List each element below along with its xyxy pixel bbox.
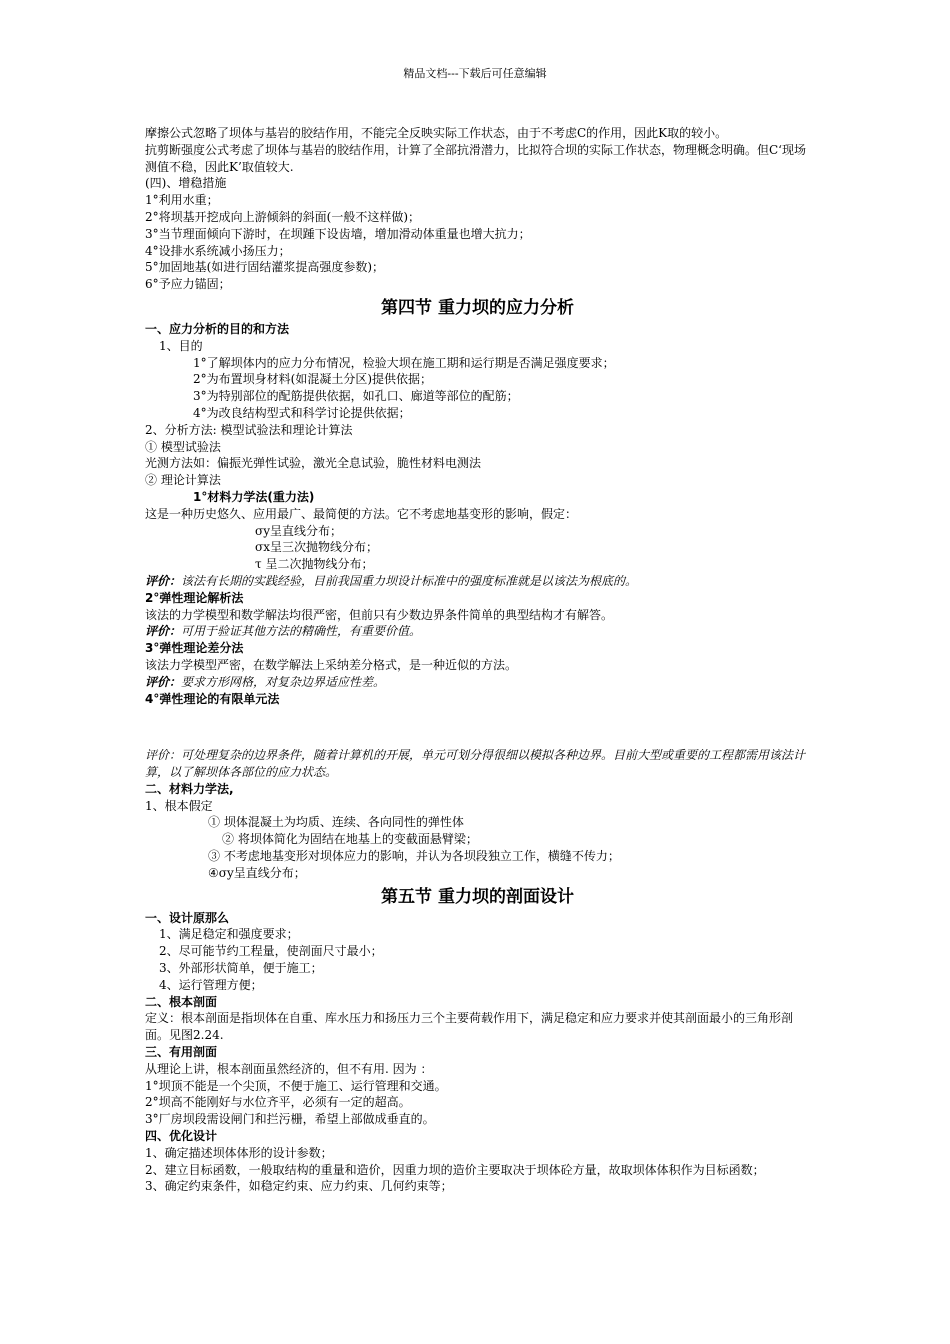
- paragraph-line: 3、外部形状简单，便于施工；: [159, 961, 323, 976]
- paragraph-line: 5°加固地基(如进行固结灌浆提高强度参数)；: [145, 260, 384, 275]
- paragraph-line: 光测方法如：偏振光弹性试验，激光全息试验，脆性材料电测法: [145, 456, 482, 471]
- paragraph-line: 1°了解坝体内的应力分布情况，检验大坝在施工期和运行期是否满足强度要求；: [193, 355, 615, 370]
- paragraph-line: ④σy呈直线分布；: [208, 865, 306, 880]
- paragraph-line: 定义：根本剖面是指坝体在自重、库水压力和扬压力三个主要荷载作用下，满足稳定和应力要求并使其剖面最小的三角形剖面。见图2.24.: [145, 1011, 794, 1043]
- paragraph-line: 摩擦公式忽略了坝体与基岩的胶结作用，不能完全反映实际工作状态，由于不考虑C的作用，因此K取的较小。: [145, 126, 728, 140]
- paragraph-line: ② 将坝体简化为固结在地基上的变截面悬臂梁；: [222, 832, 478, 847]
- paragraph-line: 1、满足稳定和强度要求；: [159, 927, 299, 942]
- paragraph-line: 4°设排水系统减小扬压力；: [145, 243, 291, 258]
- paragraph-line: 3°为特别部位的配筋提供依据，如孔口、廊道等部位的配筋；: [193, 389, 519, 404]
- paragraph-line: 3、确定约束条件，如稳定约束、应力约束、几何约束等；: [145, 1179, 453, 1194]
- subheading: 二、材料力学法,: [145, 781, 234, 796]
- page-header: 精品文档---下载后可任意编辑: [403, 67, 547, 80]
- paragraph-line: ② 理论计算法: [145, 473, 221, 488]
- paragraph-line: 2、建立目标函数，一般取结构的重量和造价，因重力坝的造价主要取决于坝体砼方量，故取坝体体积作为目标函数；: [145, 1162, 765, 1177]
- paragraph-line: 4°为改良结构型式和科学讨论提供依据；: [193, 405, 411, 420]
- subheading: 3°弹性理论差分法: [145, 641, 244, 656]
- paragraph-line: 抗剪断强度公式考虑了坝体与基岩的胶结作用，计算了全部抗滑潜力，比拟符合坝的实际工作状态，物理概念明确。但C‘现场测值不稳，因此K’取值较大.: [145, 142, 807, 174]
- paragraph-line: [145, 623, 810, 640]
- paragraph-line: ③ 不考虑地基变形对坝体应力的影响，并认为各坝段独立工作，横缝不传力；: [208, 849, 620, 864]
- spacer: [145, 719, 810, 735]
- paragraph-line: [145, 674, 810, 691]
- paragraph-line: σx呈三次抛物线分布；: [255, 540, 378, 555]
- text-span: 评价：: [145, 674, 182, 689]
- paragraph-line: 1°坝顶不能是一个尖顶，不便于施工、运行管理和交通。: [145, 1078, 447, 1093]
- paragraph-line: 3°当节理面倾向下游时，在坝踵下设齿墙，增加滑动体重量也增大抗力；: [145, 226, 531, 241]
- subheading: 1°材料力学法(重力法): [193, 489, 315, 504]
- text-span: 要求方形网格，对复杂边界适应性差。: [181, 674, 386, 689]
- paragraph-line: 从理论上讲，根本剖面虽然经济的，但不有用. 因为 ：: [145, 1061, 433, 1076]
- subheading: 二、根本剖面: [145, 994, 218, 1009]
- paragraph-line: 1、根本假定: [145, 798, 213, 813]
- paragraph-line: 2、尽可能节约工程量，使剖面尺寸最小；: [159, 944, 383, 959]
- subheading: 三、有用剖面: [145, 1045, 218, 1060]
- paragraph-line: 2°为布置坝身材料(如混凝土分区)提供依据；: [193, 372, 432, 387]
- subheading: 一、设计原那么: [145, 910, 230, 925]
- paragraph-line: [145, 573, 810, 590]
- paragraph-line: 该法力学模型严密，在数学解法上采纳差分格式，是一种近似的方法。: [145, 657, 518, 672]
- subheading: 一、应力分析的目的和方法: [145, 321, 290, 336]
- paragraph-line: ① 模型试验法: [145, 439, 221, 454]
- section-title: 第四节 重力坝的应力分析: [381, 297, 574, 318]
- paragraph-line: 3°厂房坝段需设闸门和拦污栅，希望上部做成垂直的。: [145, 1112, 435, 1127]
- text-span: 评价：: [145, 624, 182, 639]
- paragraph-line: 1、确定描述坝体体形的设计参数；: [145, 1145, 333, 1160]
- paragraph-line: 2°坝高不能刚好与水位齐平，必须有一定的超高。: [145, 1095, 411, 1110]
- paragraph-line: 4、运行管理方便；: [159, 977, 263, 992]
- subheading: 2°弹性理论解析法: [145, 590, 244, 605]
- paragraph-line: 2°将坝基开挖成向上游倾斜的斜面(一般不这样做)；: [145, 209, 420, 224]
- paragraph-line: 1、目的: [159, 338, 203, 353]
- paragraph-line: 2、分析方法: 模型试验法和理论计算法: [145, 422, 353, 437]
- section-title: 第五节 重力坝的剖面设计: [381, 886, 574, 907]
- paragraph-line: 这是一种历史悠久、应用最广、最简便的方法。它不考虑地基变形的影响，假定：: [145, 506, 578, 521]
- paragraph-line: 该法的力学模型和数学解法均很严密，但前只有少数边界条件简单的典型结构才有解答。: [145, 607, 614, 622]
- text-span: 评价：: [145, 573, 182, 588]
- paragraph-line: (四)、增稳措施: [145, 176, 227, 191]
- subheading: 四、优化设计: [145, 1129, 218, 1144]
- subheading: 4°弹性理论的有限单元法: [145, 691, 280, 706]
- paragraph-line: σy呈直线分布；: [255, 523, 342, 538]
- paragraph-line: ① 坝体混凝土为均质、连续、各向同性的弹性体: [208, 815, 464, 830]
- paragraph-line: 评价：可处理复杂的边界条件，随着计算机的开展，单元可划分得很细以模拟各种边界。目前大型或重要的工程都需用该法计算，以了解坝体各部位的应力状态。: [145, 748, 806, 780]
- paragraph-line: 6°予应力锚固；: [145, 277, 231, 292]
- paragraph-line: τ 呈二次抛物线分布；: [255, 557, 374, 572]
- document-body: [145, 125, 810, 1195]
- paragraph-line: 1°利用水重；: [145, 193, 219, 208]
- text-span: 可用于验证其他方法的精确性，有重要价值。: [181, 624, 422, 639]
- text-span: 该法有长期的实践经验，目前我国重力坝设计标准中的强度标准就是以该法为根底的。: [181, 573, 638, 588]
